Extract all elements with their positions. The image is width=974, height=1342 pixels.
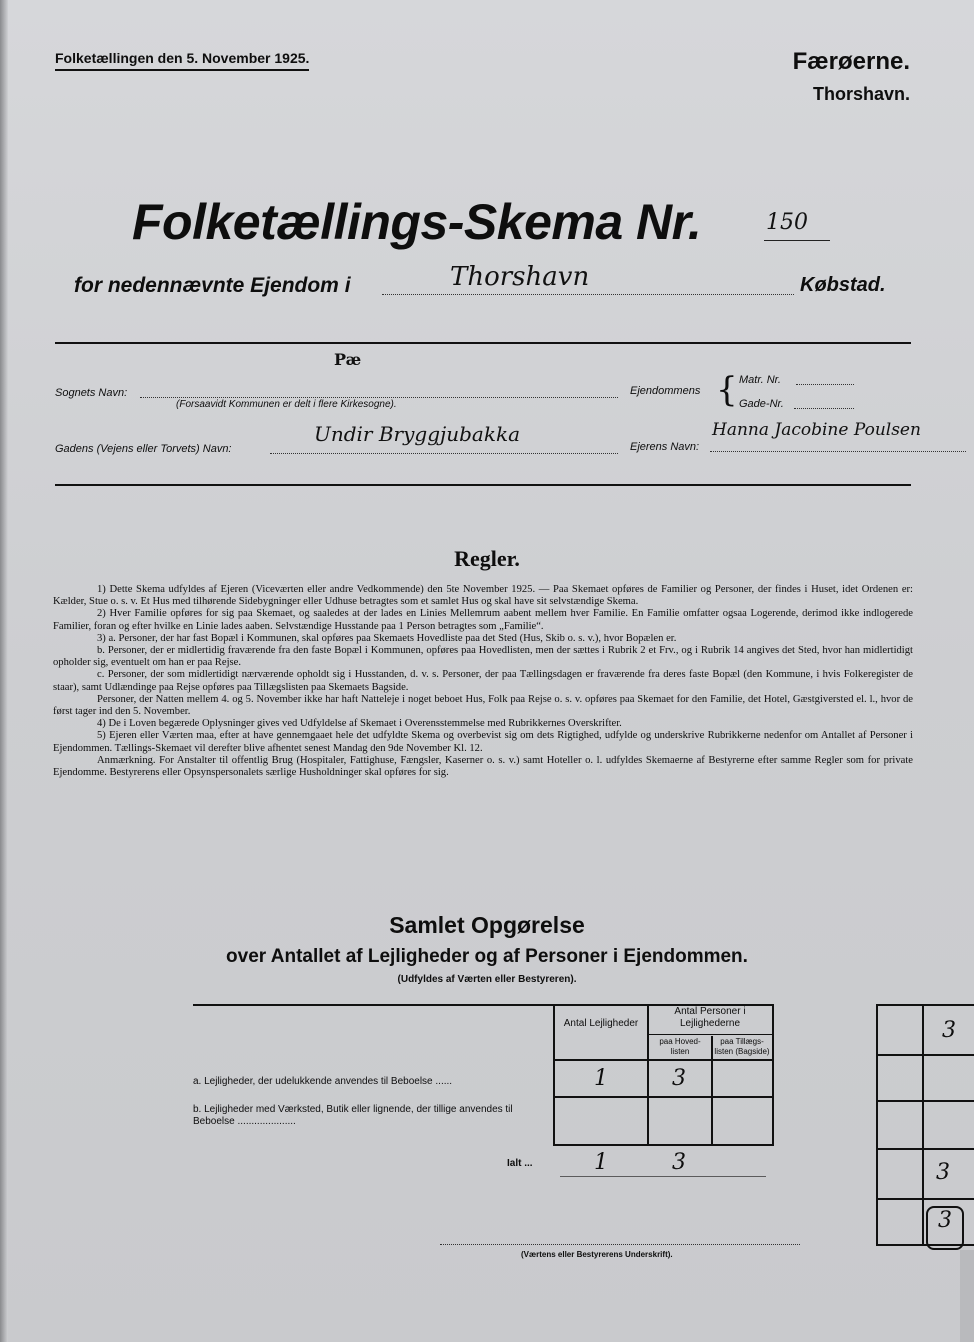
side-box-value-2: 3 — [936, 1160, 950, 1185]
sogn-note: (Forsaavidt Kommunen er delt i flere Kirkesogne). — [176, 399, 397, 410]
side-box-left — [876, 1004, 878, 1244]
row-a-lejligheder: 1 — [594, 1066, 608, 1091]
rule-3a: 3) a. Personer, der har fast Bopæl i Kommunen, skal opføres paa Skemaets Hovedliste paa det Sted (Hus, Skib o. s. v.), hvor Bopælen er. — [97, 632, 677, 644]
summary-title: Samlet Opgørelse — [389, 912, 585, 938]
signature-line — [440, 1244, 800, 1245]
side-box-r3 — [876, 1148, 974, 1150]
skema-number: 150 — [766, 210, 808, 235]
side-box-r4 — [876, 1198, 974, 1200]
scan-edge-right — [960, 1250, 974, 1342]
gade-value: Undir Bryggjubakka — [314, 422, 520, 446]
sogn-line — [140, 397, 618, 398]
col-personer-header: Antal Personer i Lejlighederne — [674, 1006, 746, 1029]
town-header: Thorshavn. — [812, 84, 910, 104]
rule-1: 1) Dette Skema udfyldes af Ejeren (Viceværten eller andre Vedkommende) den 5te November 1925. — Paa Skemaet opføres de Familier og Personer, der findes i Huset, idet Ordenen er: Kælder, Stue o. s. v. Et Hus med tilhørende Sidebygninger eller Udhuse betragtes som et samlet Hus og skal have sit selvstændige Skema. — [53, 584, 913, 608]
region-header: Færøerne. — [792, 48, 910, 75]
divider-top — [55, 342, 911, 344]
rule-3b: b. Personer, der er midlertidig fraværende fra den faste Bopæl i Kommunen, opføres paa Hovedlisten, men der sættes i Rubrik 2 et Frv., og i Rubrik 14 angives det Sted, hvor han midlertidigt opholder sig, eventuelt om han er paa Rejse. — [53, 645, 913, 669]
stamp-mark: Pæ — [334, 350, 362, 369]
table-row-b-rule — [553, 1144, 773, 1146]
col-hoved-header: paa Hoved-listen — [659, 1037, 701, 1056]
ejer-value: Hanna Jacobine Poulsen — [712, 420, 921, 440]
ialt-lejligheder: 1 — [594, 1150, 608, 1175]
ialt-bottom-rule — [560, 1176, 766, 1177]
col-lejligheder-header: Antal Lejligheder — [563, 1018, 639, 1029]
rule-4: 4) De i Loven begærede Oplysninger gives ved Udfyldelse af Skemaet i Overensstemmelse med Rubrikkernes Overskrifter. — [97, 718, 622, 730]
divider-bottom — [55, 484, 911, 486]
table-head-rule — [553, 1059, 773, 1061]
signature-label: (Værtens eller Bestyrerens Underskrift). — [521, 1250, 673, 1259]
row-b-label: b. Lejligheder med Værksted, Butik eller lignende, der tillige anvendes til Beboelse ..................... — [193, 1104, 513, 1127]
rule-3-note: Personer, der Natten mellem 4. og 5. November ikke har haft Natteleje i noget beboet Hus, Folk paa Rejse o. s. v. opføres paa Skemaet for den Familie, det Hotel, Gæstgiversted el. l., hvor de først tager ind den 5. November. — [53, 693, 913, 718]
summary-subtitle: over Antallet af Lejligheder og af Personer i Ejendommen. — [226, 946, 748, 967]
rule-note: Anmærkning. For Anstalter til offentlig Brug (Hospitaler, Fattighuse, Fængsler, Kaserner o. s. v.) samt Hoteller o. l. udfyldes Skemaerne af Bestyrerne efter samme Regler som for private Ejendomme. Bestyrerens eller Opsynspersonalets særlige Husholdninger skal opføres for sig. — [53, 754, 913, 779]
matr-line — [796, 384, 854, 385]
matr-label: Matr. Nr. — [739, 374, 781, 386]
table-col-2 — [647, 1004, 649, 1146]
rule-5: 5) Ejeren eller Værten maa, efter at have gennemgaaet hele det udfyldte Skema og overbevist sig om dets Rigtighed, udfylde og underskrive Rubrikkerne nedenfor om Antallet af Personer i Ejendommen. Tællings-Skemaet vil derefter blive afhentet senest Mandag den 9de November Kl. 12. — [53, 730, 913, 754]
rule-2: 2) Hver Familie opføres for sig paa Skemaet, og saaledes at der lades en Linies Mellemrum aabent mellem hver Familie. En Familie omfatter ogsaa Logerende, derimod ikke indlogerede Familier, foran og efter hvilke en Linie lades aaben. Selvstændige Husstande paa 1 Person betragtes som „Familie“. — [53, 608, 913, 632]
ialt-hoved: 3 — [672, 1150, 686, 1175]
row-a-hoved: 3 — [672, 1066, 686, 1091]
gade-nr-line — [794, 408, 854, 409]
form-subtitle: for nedennævnte Ejendom i — [74, 274, 351, 297]
side-box-value-3: 3 — [938, 1208, 952, 1233]
brace: { — [716, 370, 738, 410]
rules-text — [53, 584, 913, 779]
sogn-label: Sognets Navn: — [55, 387, 128, 399]
table-col-1 — [553, 1004, 555, 1146]
side-box-r2 — [876, 1100, 974, 1102]
rules-title: Regler. — [454, 546, 520, 571]
gade-label: Gadens (Vejens eller Torvets) Navn: — [55, 443, 232, 455]
census-date-header: Folketællingen den 5. November 1925. — [55, 50, 309, 71]
gade-line — [270, 453, 618, 454]
ejer-line — [710, 451, 966, 452]
skema-number-line — [764, 240, 830, 241]
town-handwritten: Thorshavn — [450, 262, 590, 292]
kobstad-label: Købstad. — [800, 274, 886, 296]
summary-note: (Udfyldes af Værten eller Bestyreren). — [397, 974, 577, 985]
table-row-a-rule — [553, 1096, 773, 1098]
side-box-value-1: 3 — [942, 1018, 956, 1043]
ialt-label: Ialt ... — [507, 1158, 533, 1169]
row-a-label: a. Lejligheder, der udelukkende anvendes til Beboelse ...... — [193, 1076, 453, 1087]
side-box-circle-mark — [926, 1206, 964, 1250]
town-line — [382, 294, 794, 295]
side-box-mid — [922, 1004, 924, 1244]
scan-edge-left — [0, 0, 8, 1342]
side-box-r0 — [876, 1004, 974, 1006]
ejer-label: Ejerens Navn: — [630, 441, 700, 453]
gade-nr-label: Gade-Nr. — [739, 398, 784, 410]
side-box-r1 — [876, 1054, 974, 1056]
table-mid-rule — [647, 1034, 773, 1035]
col-tillaeg-header: paa Tillægs-listen (Bagside) — [714, 1037, 770, 1056]
form-title: Folketællings-Skema Nr. — [132, 194, 702, 250]
ejendommens-label: Ejendommens — [630, 385, 701, 397]
table-col-4 — [772, 1004, 774, 1146]
rule-3c: c. Personer, der som midlertidigt nærværende opholdt sig i Husstanden, d. v. s. Personer, der paa Tællingsdagen er fraværende fra deres faste Bopæl (den Kommune, i hvis Folkeregister de staar), samt Udlændinge paa Rejse opføres paa Tillægslisten paa Skemaets Bagside. — [53, 669, 913, 693]
